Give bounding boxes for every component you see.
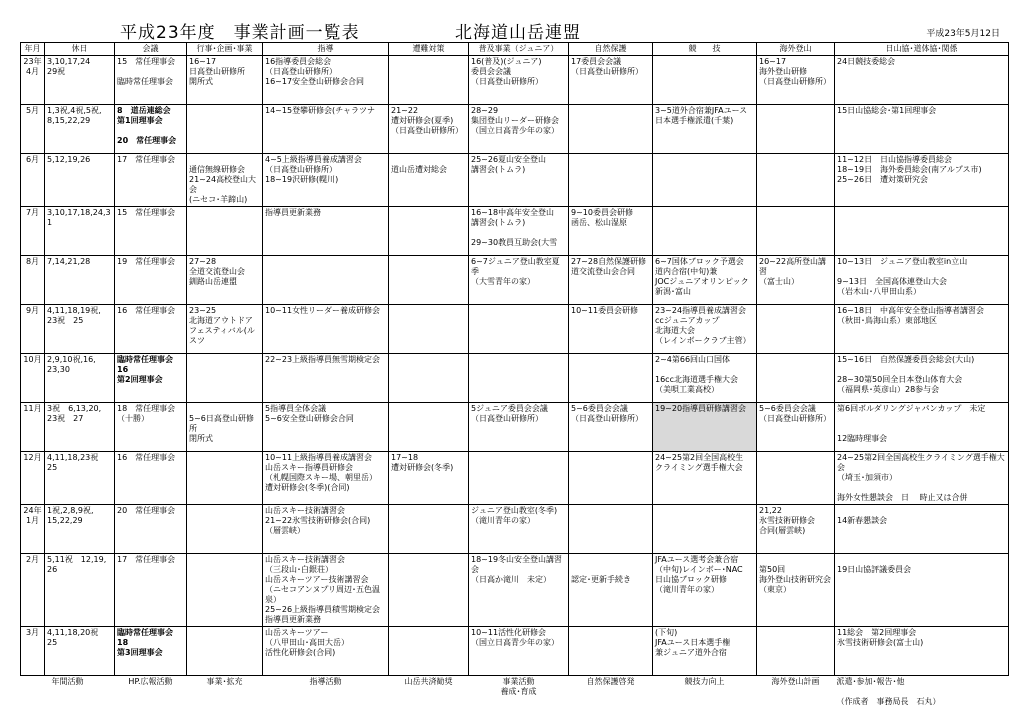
table-row (21, 554, 1009, 627)
cell-nature (569, 627, 653, 676)
cell-month: 5月 (21, 105, 45, 154)
page-title: 平成23年度 事業計画一覧表 (120, 23, 360, 43)
table-row (21, 403, 1009, 452)
cell-month: 3月 (21, 627, 45, 676)
cell-meeting: 18 常任理事会 （十勝） (115, 403, 187, 452)
cell-meeting: 17 常任理事会 (115, 154, 187, 207)
cell-holidays: 1,3祝,4祝,5祝, 8,15,22,29 (45, 105, 115, 154)
cell-rescue (389, 56, 469, 105)
cell-compete: 6~7国体ブロック予選会 道内合宿(中旬)兼 JOCジュニアオリンピック 新潟･富山 (653, 256, 757, 305)
cell-rescue (389, 403, 469, 452)
cell-holidays: 5,12,19,26 (45, 154, 115, 207)
cell-nature (569, 105, 653, 154)
table-row (21, 154, 1009, 207)
column-header: 遭難対策 (389, 43, 469, 56)
table-row (21, 354, 1009, 403)
cell-compete: 23~24指導員養成講習会 ccジュニアカップ 北海道大会 （レインボークラブ主管） (653, 305, 757, 354)
cell-holidays: 3祝 6,13,20, 23祝 27 (45, 403, 115, 452)
cell-junior (469, 354, 569, 403)
cell-month: 12月 (21, 452, 45, 505)
cell-rescue: 21~22 遭対研修会(夏季) （日高登山研修所） (389, 105, 469, 154)
table-header (21, 43, 1009, 56)
cell-national: 24日競技委総会 (835, 56, 1009, 105)
table-row (21, 207, 1009, 256)
cell-junior: 18~19冬山安全登山講習会 （日高か滝川 未定） (469, 554, 569, 627)
footer-row (21, 676, 1009, 709)
schedule-table (20, 42, 1009, 708)
column-header: 休日 (45, 43, 115, 56)
cell-national: 15~16日 自然保護委員会総会(大山) 28~30第50回全日本登山体育大会 （福岡県･英彦山）28参与会 (835, 354, 1009, 403)
cell-events (187, 627, 263, 676)
cell-compete (653, 154, 757, 207)
cell-rescue: 道山岳遭対総会 (389, 154, 469, 207)
cell-month: 23年 4月 (21, 56, 45, 105)
cell-nature: 5~6委員会会議 （日高登山研修所） (569, 403, 653, 452)
cell-meeting: 15 常任理事会 (115, 207, 187, 256)
cell-compete: 24~25第2回全国高校生 クライミング選手権大会 (653, 452, 757, 505)
cell-month: 24年 1月 (21, 505, 45, 554)
cell-overseas (757, 354, 835, 403)
column-header: 行事･企画･事業 (187, 43, 263, 56)
cell-holidays: 3,10,17,24 29祝 (45, 56, 115, 105)
footer-cell: HP.広報活動 (128, 677, 173, 686)
cell-guidance: 山岳スキー技術講習会 （三段山･白銀荘） 山岳スキーツアー技術講習会 （ニセコアンヌプリ周辺･五色温泉） 25~26上級指導員積雪期検定会 指導員更新業務 (263, 554, 389, 627)
cell-rescue (389, 207, 469, 256)
cell-compete: 2~4第66回山口国体 16cc北海道選手権大会 （美唄工業高校） (653, 354, 757, 403)
cell-national: 19日山協評議委員会 (835, 554, 1009, 627)
cell-junior (469, 305, 569, 354)
cell-nature: 9~10委員会研修 函岳、松山湿原 (569, 207, 653, 256)
cell-overseas: 5~6委員会会議 （日高登山研修所） (757, 403, 835, 452)
cell-national: 24~25第2回全国高校生クライミング選手権大会 （埼玉･加須市） 海外女性懇談会 日 時止又は合併 (835, 452, 1009, 505)
cell-holidays: 4,11,18,19祝, 23祝 25 (45, 305, 115, 354)
cell-junior: 16(普及)(ジュニア) 委員会会議 （日高登山研修所） (469, 56, 569, 105)
table-row (21, 305, 1009, 354)
cell-events: 通信無線研修会 21~24高校登山大会 (ニセコ･羊蹄山) (187, 154, 263, 207)
cell-guidance: 16指導委員会総会 （日高登山研修所） 16~17安全登山研修会合同 (263, 56, 389, 105)
cell-junior: 5ジュニア委員会会議 （日高登山研修所） (469, 403, 569, 452)
cell-junior (469, 452, 569, 505)
cell-overseas: 16~17 海外登山研修 （日高登山研修所） (757, 56, 835, 105)
document-date: 平成23年5月12日 (926, 29, 1000, 39)
cell-national: 15日山協総会･第1回理事会 (835, 105, 1009, 154)
cell-compete: (下旬) JFAユース日本選手権 兼ジュニア道外合宿 (653, 627, 757, 676)
cell-guidance: 指導員更新業務 (263, 207, 389, 256)
cell-compete: JFAユース選考会兼合宿 （中旬)レインボー･NAC 日山協ブロック研修 （滝川青年の家） (653, 554, 757, 627)
column-header: 指導 (263, 43, 389, 56)
column-header: 自然保護 (569, 43, 653, 56)
cell-rescue (389, 627, 469, 676)
cell-events (187, 354, 263, 403)
cell-meeting: 16 常任理事会 (115, 452, 187, 505)
cell-meeting: 臨時常任理事会 16 第2回理事会 (115, 354, 187, 403)
footer-cell: 山岳共済勧奨 (404, 677, 453, 686)
cell-meeting: 17 常任理事会 (115, 554, 187, 627)
cell-guidance: 14~15登攀研修会(チャラツナ (263, 105, 389, 154)
cell-events: 5~6日高登山研修所 閉所式 (187, 403, 263, 452)
cell-overseas (757, 305, 835, 354)
cell-overseas: 第50回 海外登山技術研究会 （東京） (757, 554, 835, 627)
cell-compete: 19~20指導員研修講習会 (653, 403, 757, 452)
cell-overseas (757, 627, 835, 676)
cell-overseas: 20~22高所登山講習 （富士山） (757, 256, 835, 305)
cell-junior: ジュニア登山教室(冬季) （滝川青年の家） (469, 505, 569, 554)
column-header: 会議 (115, 43, 187, 56)
cell-guidance: 10~11女性リーダー養成研修会 (263, 305, 389, 354)
cell-rescue (389, 256, 469, 305)
cell-rescue: 17~18 遭対研修会(冬季) (389, 452, 469, 505)
cell-junior: 6~7ジュニア登山教室夏季 （大雪青年の家） (469, 256, 569, 305)
footer-cell: 年間活動 (51, 677, 84, 686)
cell-guidance: 5指導員全体会議 5~6安全登山研修会合同 (263, 403, 389, 452)
cell-national: 10~13日 ジュニア登山教室in立山 9~13日 全国高体連登山大会 （岩木山･八甲田山系） (835, 256, 1009, 305)
footer-cell: 海外登山計画 (771, 677, 820, 686)
cell-events (187, 505, 263, 554)
cell-meeting: 19 常任理事会 (115, 256, 187, 305)
cell-overseas (757, 105, 835, 154)
cell-meeting: 20 常任理事会 (115, 505, 187, 554)
cell-rescue (389, 305, 469, 354)
cell-national (835, 207, 1009, 256)
cell-meeting: 16 常任理事会 (115, 305, 187, 354)
cell-guidance: 山岳スキー技術講習会 21~22氷雪技術研修会(合同) （層雲峡） (263, 505, 389, 554)
table-row (21, 627, 1009, 676)
footer-cell: 自然保護啓発 (586, 677, 635, 686)
cell-compete (653, 207, 757, 256)
cell-nature (569, 505, 653, 554)
column-header: 競 技 (653, 43, 757, 56)
cell-holidays: 5,11祝 12,19, 26 (45, 554, 115, 627)
cell-meeting: 15 常任理事会 臨時常任理事会 (115, 56, 187, 105)
organization-name: 北海道山岳連盟 (455, 23, 581, 43)
footer-cell: 派遣･参加･報告･他 （作成者 事務局長 石丸） (836, 677, 941, 706)
cell-month: 2月 (21, 554, 45, 627)
cell-nature: 認定･更新手続き (569, 554, 653, 627)
cell-guidance: 22~23上級指導員無雪期検定会 (263, 354, 389, 403)
footer-cell: 競技力向上 (684, 677, 725, 686)
cell-nature (569, 452, 653, 505)
cell-national: 11総会 第2回理事会 氷雪技術研修会(富士山) (835, 627, 1009, 676)
cell-events (187, 207, 263, 256)
cell-month: 7月 (21, 207, 45, 256)
cell-overseas (757, 452, 835, 505)
cell-overseas (757, 154, 835, 207)
cell-national: 16~18日 中高年安全登山指導者講習会 （秋田･鳥海山系）東部地区 (835, 305, 1009, 354)
cell-month: 10月 (21, 354, 45, 403)
footer-cell: 事業･拡充 (206, 677, 243, 686)
cell-rescue (389, 354, 469, 403)
cell-events (187, 105, 263, 154)
cell-meeting: 臨時常任理事会 18 第3回理事会 (115, 627, 187, 676)
cell-nature: 17委員会会議 （日高登山研修所） (569, 56, 653, 105)
table-row (21, 452, 1009, 505)
cell-nature (569, 154, 653, 207)
cell-holidays: 7,14,21,28 (45, 256, 115, 305)
cell-overseas: 21,22 氷雪技術研修会 合同(層雲峡) (757, 505, 835, 554)
cell-nature (569, 354, 653, 403)
cell-events: 16~17 日高登山研修所 開所式 (187, 56, 263, 105)
cell-nature: 27~28自然保護研修 道交流登山会合同 (569, 256, 653, 305)
column-header: 年月 (21, 43, 45, 56)
cell-guidance (263, 256, 389, 305)
header-row (21, 43, 1009, 56)
cell-junior: 25~26夏山安全登山 講習会(トムラ) (469, 154, 569, 207)
cell-events: 23~25 北海道アウトドア フェスティバル(ルスツ (187, 305, 263, 354)
table-row (21, 56, 1009, 105)
cell-national: 第6回ボルダリングジャパンカップ 未定 12臨時理事会 (835, 403, 1009, 452)
cell-guidance: 10~11上級指導員養成講習会 山岳スキー指導員研修会 （札幌国際スキー場、朝里岳） 遭対研修会(冬季)(合同) (263, 452, 389, 505)
table-body (21, 56, 1009, 676)
cell-month: 11月 (21, 403, 45, 452)
cell-nature: 10~11委員会研修 (569, 305, 653, 354)
footer-cell: 指導活動 (309, 677, 342, 686)
cell-guidance: 4~5上級指導員養成講習会 （日高登山研修所） 18~19沢研修(幌川) (263, 154, 389, 207)
cell-overseas (757, 207, 835, 256)
cell-junior: 10~11活性化研修会 （国立日高青少年の家） (469, 627, 569, 676)
cell-compete: 3~5道外合宿兼JFAユース 日本選手権派遣(千葉) (653, 105, 757, 154)
cell-guidance: 山岳スキーツアー （八甲田山･高田大岳） 活性化研修会(合同) (263, 627, 389, 676)
cell-month: 8月 (21, 256, 45, 305)
column-header: 日山協･道体協･関係 (835, 43, 1009, 56)
cell-month: 6月 (21, 154, 45, 207)
table-row (21, 505, 1009, 554)
table-row (21, 105, 1009, 154)
cell-national: 11~12日 日山協指導委員総会 18~19日 海外委員総会(南アルプス市) 25~26日 遭対策研究会 (835, 154, 1009, 207)
cell-events: 27~28 全道交流登山会 釧路山岳連盟 (187, 256, 263, 305)
footer-cell: 事業活動 養成･育成 (500, 677, 537, 696)
table-row (21, 256, 1009, 305)
cell-compete (653, 505, 757, 554)
cell-junior: 28~29 集団登山リーダー研修会 （国立日高青少年の家） (469, 105, 569, 154)
cell-junior: 16~18中高年安全登山 講習会(トムラ) 29~30教員互助会(大雪 (469, 207, 569, 256)
cell-holidays: 4,11,18,20祝 25 (45, 627, 115, 676)
column-header: 海外登山 (757, 43, 835, 56)
cell-rescue (389, 554, 469, 627)
cell-month: 9月 (21, 305, 45, 354)
cell-compete (653, 56, 757, 105)
cell-events (187, 452, 263, 505)
cell-holidays: 1祝,2,8,9祝, 15,22,29 (45, 505, 115, 554)
cell-events (187, 554, 263, 627)
cell-rescue (389, 505, 469, 554)
column-header: 普及事業（ジュニア） (469, 43, 569, 56)
cell-holidays: 2,9,10祝,16, 23,30 (45, 354, 115, 403)
cell-meeting: 8 道岳連総会 第1回理事会 20 常任理事会 (115, 105, 187, 154)
cell-holidays: 4,11,18,23祝 25 (45, 452, 115, 505)
cell-national: 14新春懇談会 (835, 505, 1009, 554)
cell-holidays: 3,10,17,18,24,31 (45, 207, 115, 256)
